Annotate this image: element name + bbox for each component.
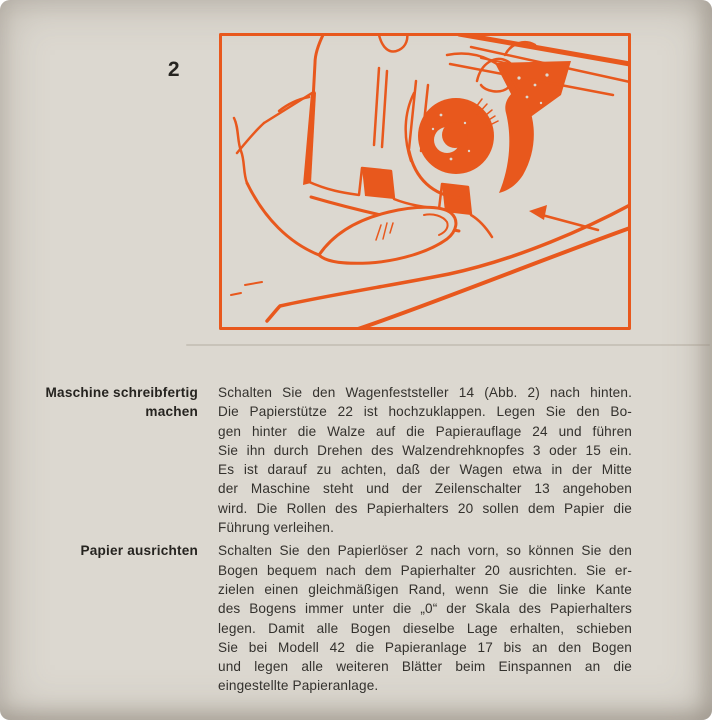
text-line: Die Papierstütze 22 ist hochzuklappen. Legen Sie den Bo-: [218, 404, 632, 420]
section-heading: [40, 383, 198, 422]
section-maschine-schreibfertig: [40, 383, 632, 537]
text-line: eingestellte Papieranlage.: [218, 678, 379, 694]
text-line: Schalten Sie den Papierlöser 2 nach vorn, so können Sie den: [218, 543, 632, 559]
platen-knob: [409, 98, 498, 198]
text-line: und legen alle weiteren Blätter beim Einspannen an die: [218, 659, 632, 675]
page-number: 2: [167, 58, 181, 81]
text-line: Es ist darauf zu achten, daß der Wagen etwa in der Mitte: [218, 462, 632, 478]
section-heading: [40, 541, 198, 560]
text-line: wird. Die Rollen des Papierhalters 20 sollen dem Papier die: [218, 500, 632, 516]
text-line: der Maschine steht und der Zeilenschalter 13 angehoben: [218, 481, 632, 497]
text-line: Sie ihn durch Drehen des Walzendrehknopfes 3 oder 15 ein.: [218, 442, 632, 458]
text-line: Sie bei Modell 42 die Papieranlage 17 bis an den Bogen: [218, 639, 632, 655]
text-line: Maschine schreibfertig: [45, 385, 198, 400]
hand-platen-knob-illustration: [219, 33, 631, 330]
text-content: [40, 383, 632, 696]
text-line: legen. Damit alle Bogen dieselbe Lage erhalten, schieben: [218, 620, 632, 636]
section-body: [218, 383, 632, 537]
text-line: machen: [145, 404, 198, 420]
text-line: Führung verleihen.: [218, 520, 335, 536]
text-line: Papier ausrichten: [80, 543, 198, 559]
text-line: des Bogens immer unter die „0“ der Skala des Papierhalters: [218, 601, 632, 617]
section-body: [218, 541, 632, 695]
figure-abb-2: [219, 33, 631, 330]
text-line: Schalten Sie den Wagenfeststeller 14 (Abb. 2) nach hinten.: [218, 385, 632, 400]
section-papier-ausrichten: [40, 541, 632, 695]
text-line: Bogen bequem nach dem Papierhalter 20 ausrichten. Sie er-: [218, 562, 632, 578]
left-arrow-icon: [529, 205, 598, 230]
text-line: zielen einen gleichmäßigen Rand, wenn Sie die linke Kante: [218, 581, 632, 597]
scan-streak: [186, 344, 710, 346]
text-line: gen hinter die Walze auf die Papierauflage 24 und führen: [218, 423, 632, 439]
